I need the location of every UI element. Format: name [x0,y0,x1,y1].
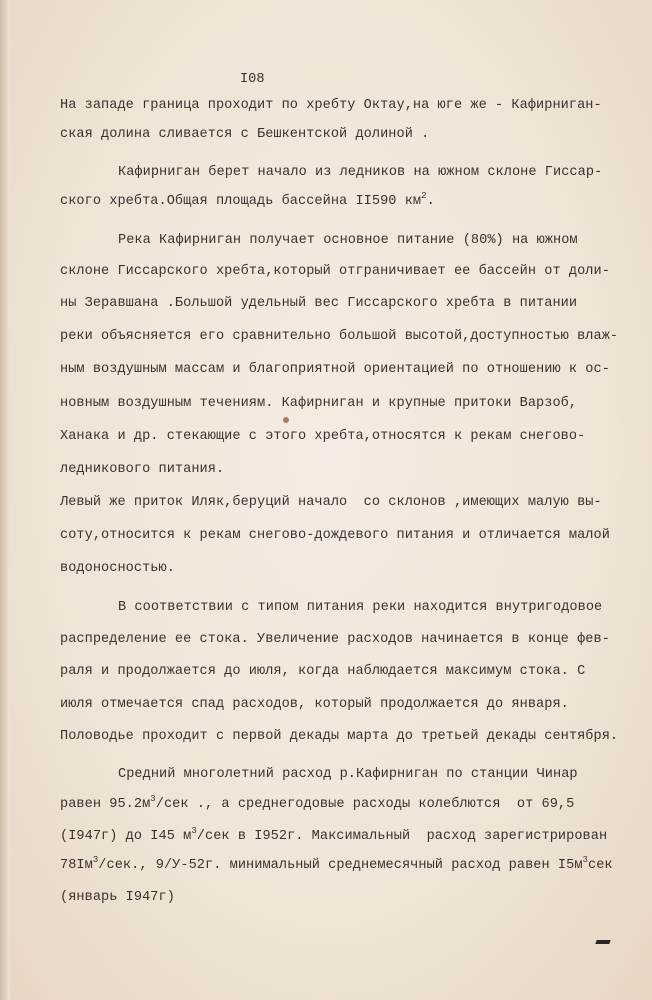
text-segment: (январь I947г) [60,890,175,905]
text-line [60,329,618,344]
superscript: 3 [191,826,197,836]
page-edge-shadow [0,0,10,1000]
text-segment: На западе граница проходит по хребту Октау,на юге же - Кафирниган- [60,98,602,113]
text-line [60,429,585,444]
text-segment: июля отмечается спад расходов, который продолжается до января. [60,697,569,712]
text-segment: соту,относится к рекам снегово-дождевого питания и отличается малой [60,528,610,543]
text-line [60,264,610,279]
text-segment: ны Зеравшана .Большой удельный вес Гиссарского хребта в питании [60,296,578,311]
text-line [60,855,613,873]
text-line [118,767,578,782]
text-line [60,826,608,844]
text-line [60,697,569,712]
text-segment: сек [588,858,613,873]
text-line [60,632,610,647]
superscript: 3 [92,855,99,865]
text-segment: ным воздушным массам и благоприятной ориентацией по отношению к ос- [60,362,610,377]
text-line [118,600,602,615]
text-line [60,462,224,477]
text-segment: Ханака и др. стекающие с этого хребта,относятся к рекам снегово- [60,429,586,444]
text-line [60,191,435,209]
text-segment: раля и продолжается до июля, когда наблюдается максимум стока. С [60,664,586,679]
text-segment: распределение ее стока. Увеличение расходов начинается в конце фев- [60,632,610,647]
text-line [60,561,175,576]
text-segment: . [426,194,435,209]
ink-spot [283,417,289,423]
text-segment: 78Iм [60,858,93,873]
text-line [60,127,429,142]
superscript: 3 [150,794,156,804]
text-segment: водоносностью. [60,561,175,576]
text-segment: Река Кафирниган получает основное питание (80%) на южном [118,233,578,248]
text-segment: ского хребта.Общая площадь бассейна II590 км [60,194,422,209]
text-segment: (I947г) до I45 м [60,829,192,844]
text-line [60,396,577,411]
ink-mark [595,940,610,944]
text-line [60,98,602,113]
text-line [60,495,602,510]
text-segment: Кафирниган берет начало из ледников на южном склоне Гиссар- [118,165,603,180]
text-segment: /сек ., а среднегодовые расходы колеблются от 69,5 [155,797,575,812]
text-segment: /сек в I952г. Максимальный расход зарегистрирован [196,829,608,844]
superscript: 3 [582,855,588,865]
text-line [60,890,175,905]
text-segment: ледникового питания. [60,462,225,477]
text-segment: /сек., 9/У-52г. минимальный среднемесячный расход равен I5м [98,858,583,873]
text-segment: Левый же приток Иляк,беруций начало со склонов ,имеющих малую вы- [60,495,602,510]
text-line [60,362,610,377]
text-line [60,296,577,311]
text-line [118,165,602,180]
superscript: 2 [421,191,427,201]
text-line [60,794,575,812]
page-number: I08 [240,72,265,87]
text-segment: склоне Гиссарского хребта,который отграничивает ее бассейн от доли- [60,264,610,279]
text-line [118,233,578,248]
text-line [60,664,585,679]
text-segment: Средний многолетний расход р.Кафирниган по станции Чинар [118,767,578,782]
text-line [60,528,610,543]
text-segment: новным воздушным течениям. Кафирниган и крупные притоки Варзоб, [60,396,578,411]
text-segment: ская долина сливается с Бешкентской долиной . [60,127,430,142]
text-segment: Половодье проходит с первой декады марта до третьей декады сентября. [60,729,619,744]
text-line [60,729,618,744]
text-segment: равен 95.2м [60,797,151,812]
text-segment: В соответствии с типом питания реки находится внутригодовое [118,600,603,615]
text-segment: реки объясняется его сравнительно большой высотой,доступностью влаж- [60,329,619,344]
